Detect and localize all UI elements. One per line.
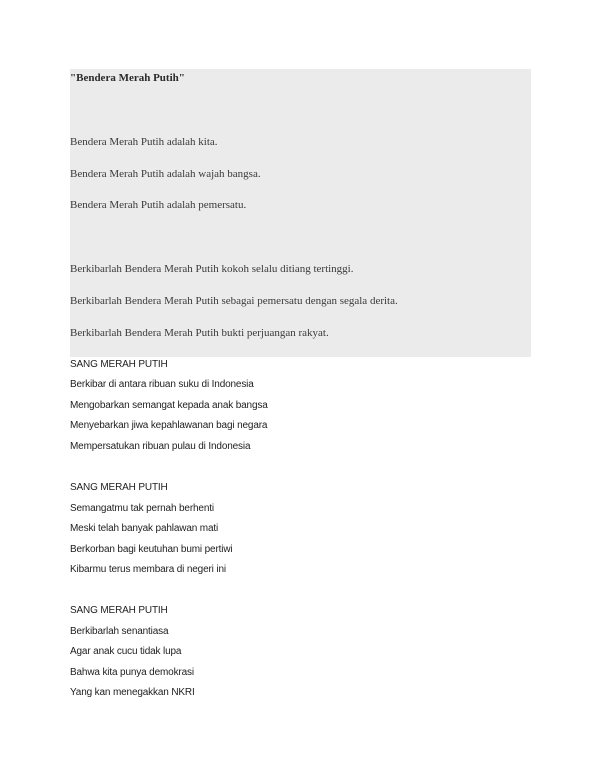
poem-line: Berkibarlah Bendera Merah Putih kokoh selalu ditiang tertinggi. — [70, 263, 354, 275]
poem-line: Bahwa kita punya demokrasi — [70, 667, 194, 678]
stanza-heading: SANG MERAH PUTIH — [70, 605, 168, 616]
poem-line: Berkibar di antara ribuan suku di Indonesia — [70, 379, 254, 390]
poem-line: Agar anak cucu tidak lupa — [70, 646, 182, 657]
poem-line: Mengobarkan semangat kepada anak bangsa — [70, 400, 268, 411]
poem-line: Yang kan menegakkan NKRI — [70, 687, 195, 698]
poem-line: Berkibarlah Bendera Merah Putih bukti perjuangan rakyat. — [70, 327, 329, 339]
poem-line: Mempersatukan ribuan pulau di Indonesia — [70, 441, 251, 452]
poem-line: Bendera Merah Putih adalah pemersatu. — [70, 199, 247, 211]
poem-bendera-merah-putih — [70, 69, 531, 357]
poem-line: Menyebarkan jiwa kepahlawanan bagi negara — [70, 420, 268, 431]
poem-title: "Bendera Merah Putih" — [70, 72, 185, 84]
stanza-heading: SANG MERAH PUTIH — [70, 359, 168, 370]
poem-line: Meski telah banyak pahlawan mati — [70, 523, 219, 534]
stanza-heading: SANG MERAH PUTIH — [70, 482, 168, 493]
poem-line: Berkibarlah Bendera Merah Putih sebagai pemersatu dengan segala derita. — [70, 295, 398, 307]
poem-line: Berkorban bagi keutuhan bumi pertiwi — [70, 544, 233, 555]
poem-line: Bendera Merah Putih adalah kita. — [70, 136, 218, 148]
poem-line: Semangatmu tak pernah berhenti — [70, 503, 214, 514]
poem-line: Kibarmu terus membara di negeri ini — [70, 564, 226, 575]
poem-line: Bendera Merah Putih adalah wajah bangsa. — [70, 168, 261, 180]
poem-line: Berkibarlah senantiasa — [70, 626, 169, 637]
